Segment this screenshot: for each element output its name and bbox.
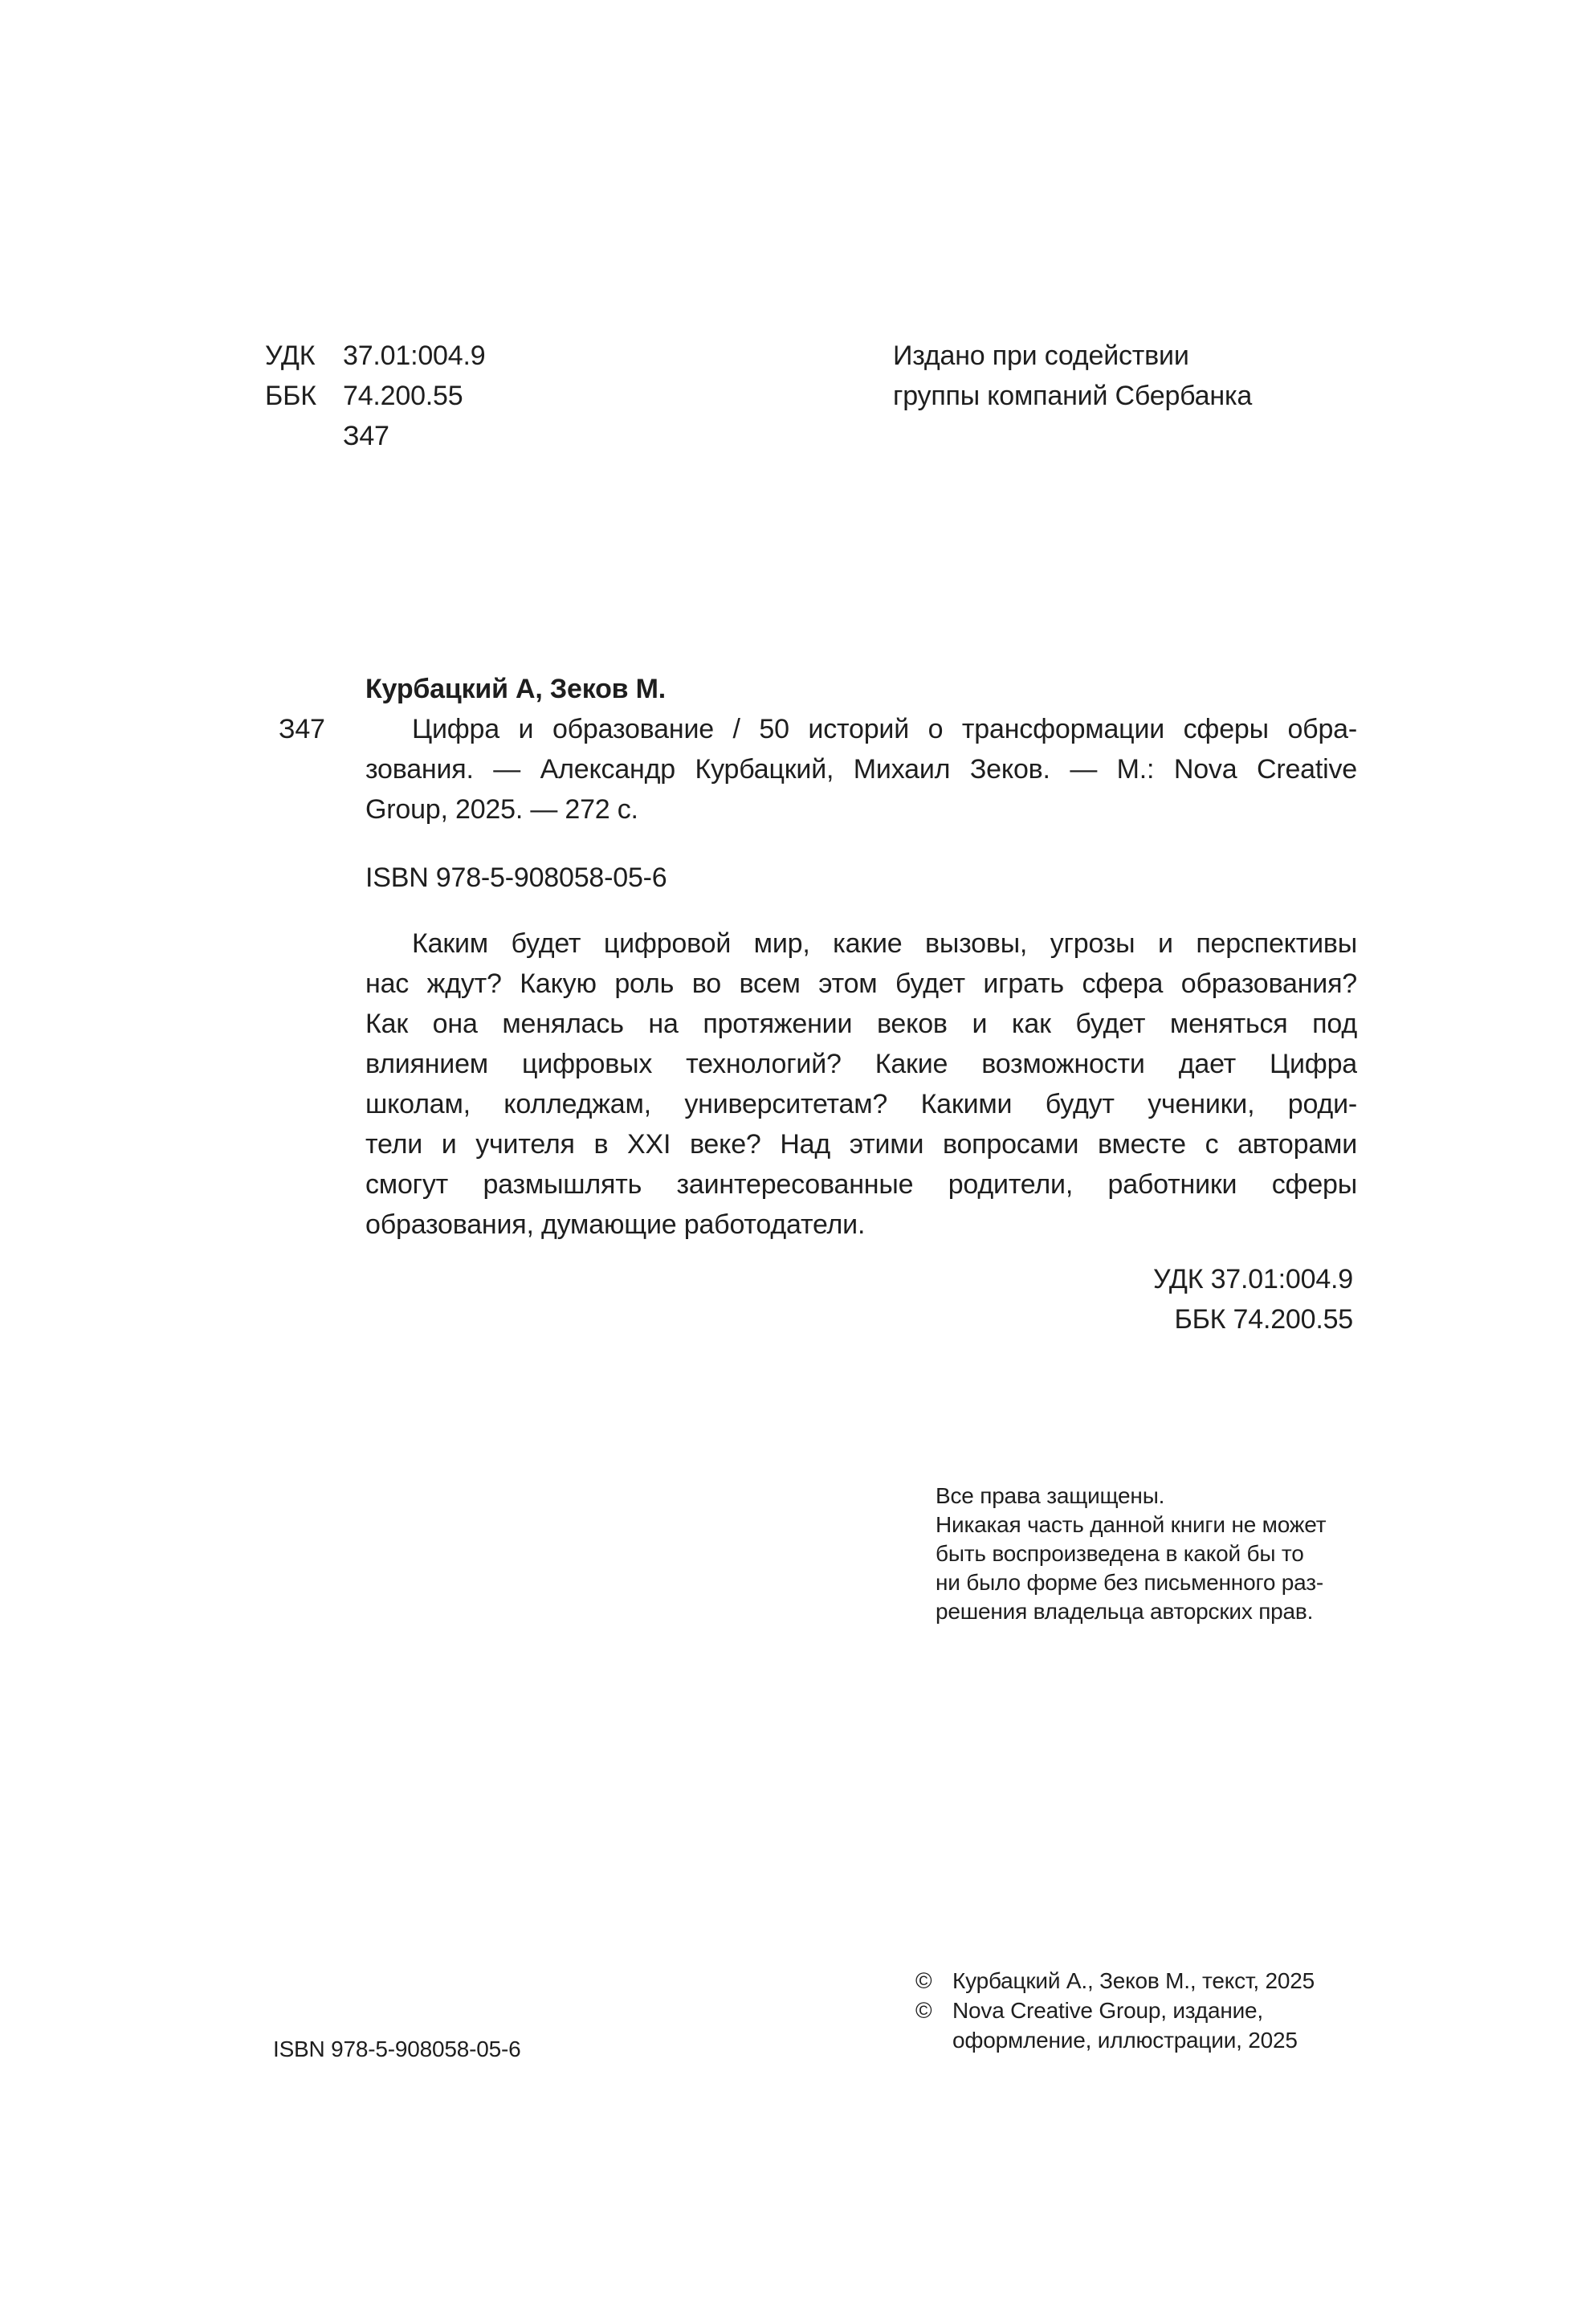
annotation-line: Как она менялась на протяжении веков и как будет меняться под — [365, 1009, 1357, 1039]
bottom-isbn-text: ISBN 978-5-908058-05-6 — [273, 2037, 521, 2061]
rights-line: быть воспроизведена в какой бы то — [936, 1541, 1304, 1566]
udk-value: 37.01:004.9 — [343, 340, 486, 371]
rights-line: решения владельца авторских прав. — [936, 1599, 1314, 1624]
rights-line: ни было форме без письменного раз- — [936, 1570, 1323, 1595]
udk-label: УДК — [265, 340, 316, 371]
udk-bbk-block — [265, 336, 485, 456]
author-sign-label — [265, 416, 343, 456]
annotation-line: тели и учителя в XXI веке? Над этими вопросами вместе с авторами — [365, 1129, 1357, 1160]
copyright-item — [915, 2025, 1315, 2055]
annotation-line: школам, колледжам, университетам? Какими будут ученики, роди- — [365, 1089, 1357, 1119]
copyright-block — [915, 1966, 1315, 2055]
copyright-symbol — [915, 2025, 952, 2055]
bbk-value: 74.200.55 — [343, 381, 463, 411]
copyright-symbol: © — [915, 1998, 932, 2023]
classification-codes — [365, 1259, 1353, 1339]
copyright-item — [915, 1966, 1315, 1996]
entry-description — [365, 709, 1357, 830]
entry-authors: Курбацкий А, Зеков М. — [365, 674, 666, 704]
entry-line: Цифра и образование / 50 историй о трансформации сферы обра- — [412, 714, 1357, 744]
classification-udk: УДК 37.01:004.9 — [1153, 1264, 1353, 1295]
bottom-isbn — [273, 2035, 520, 2064]
rights-line: Все права защищены. — [936, 1483, 1165, 1508]
annotation-paragraph — [365, 923, 1357, 1245]
udk-row — [265, 336, 485, 376]
publisher-assistance-note — [893, 336, 1252, 416]
annotation-line: влиянием цифровых технологий? Какие возможности дает Цифра — [365, 1049, 1357, 1079]
rights-notice — [936, 1482, 1326, 1626]
rights-line: Никакая часть данной книги не может — [936, 1512, 1327, 1537]
annotation-line: смогут размышлять заинтересованные родители, работники сферы — [365, 1169, 1357, 1200]
copyright-text: Курбацкий А., Зеков М., текст, 2025 — [952, 1968, 1315, 1993]
author-sign-value: З47 — [343, 421, 389, 451]
margin-author-sign: З47 — [279, 714, 325, 744]
annotation-line: образования, думающие работодатели. — [365, 1209, 866, 1240]
entry-line: Group, 2025. — 272 с. — [365, 794, 638, 825]
copyright-text: Nova Creative Group, издание, — [952, 1998, 1263, 2023]
bbk-label: ББК — [265, 381, 316, 411]
bbk-row — [265, 376, 485, 416]
copyright-text: оформление, иллюстрации, 2025 — [952, 2028, 1298, 2053]
copyright-item — [915, 1996, 1315, 2025]
entry-line: зования. — Александр Курбацкий, Михаил Зеков. — М.: Nova Creative — [365, 754, 1357, 785]
classification-bbk: ББК 74.200.55 — [1174, 1304, 1353, 1335]
entry-isbn: ISBN 978-5-908058-05-6 — [365, 862, 667, 893]
assistance-line-2: группы компаний Сбербанка — [893, 381, 1253, 411]
assistance-line-1: Издано при содействии — [893, 340, 1189, 371]
author-sign-row — [265, 416, 485, 456]
annotation-line: Каким будет цифровой мир, какие вызовы, угрозы и перспективы — [412, 928, 1357, 959]
copyright-symbol: © — [915, 1968, 932, 1993]
annotation-line: нас ждут? Какую роль во всем этом будет играть сфера образования? — [365, 968, 1357, 999]
